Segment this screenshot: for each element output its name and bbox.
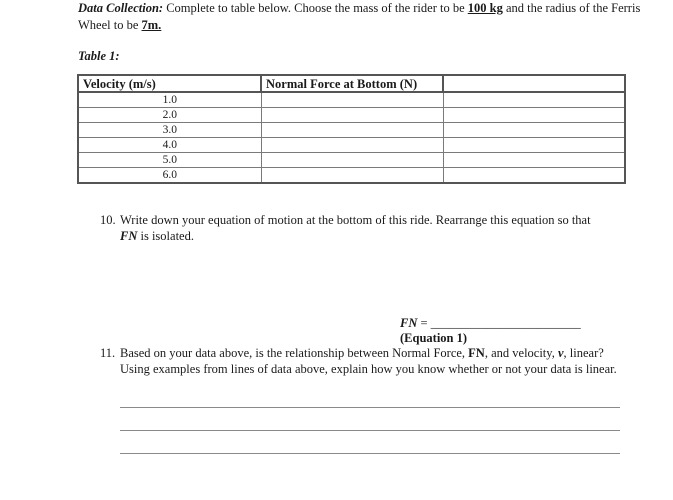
rider-mass: 100 kg	[467, 1, 503, 15]
table-caption: Table 1:	[78, 49, 120, 63]
velocity-cell: 3.0	[78, 123, 261, 138]
table-row	[78, 92, 625, 108]
normal-force-cell[interactable]	[261, 153, 443, 168]
velocity-cell: 5.0	[78, 153, 261, 168]
intro-text-1: Complete to table below. Choose the mass of the rider to be	[163, 1, 468, 15]
velocity-cell: 2.0	[78, 108, 261, 123]
question-11-text-1: Based on your data above, is the relationship between Normal Force,	[120, 346, 469, 360]
question-10	[100, 212, 620, 244]
question-10-var: FN	[120, 229, 138, 243]
equation-label: (Equation 1)	[400, 331, 468, 345]
table-row	[78, 168, 625, 184]
header-empty	[443, 75, 625, 92]
extra-cell[interactable]	[443, 168, 625, 184]
data-table	[77, 74, 626, 184]
answer-line[interactable]	[120, 407, 620, 408]
velocity-cell: 6.0	[78, 168, 261, 184]
table-row	[78, 123, 625, 138]
question-10-text-1: Write down your equation of motion at the bottom of this ride. Rearrange this equation so that	[120, 213, 591, 227]
normal-force-cell[interactable]	[261, 92, 443, 108]
intro-lead: Data Collection:	[78, 1, 164, 15]
extra-cell[interactable]	[443, 92, 625, 108]
normal-force-cell[interactable]	[261, 123, 443, 138]
table-row	[78, 153, 625, 168]
question-10-number: 10.	[100, 213, 116, 227]
equation-var: FN	[400, 316, 418, 330]
header-velocity: Velocity (m/s)	[78, 75, 261, 92]
velocity-cell: 4.0	[78, 138, 261, 153]
question-11-text-3: , linear? Using examples from lines of data above, explain how you know whether or not your data is linear.	[120, 346, 617, 376]
equation-eq-sign: =	[417, 316, 431, 330]
header-normal-force: Normal Force at Bottom (N)	[261, 75, 443, 92]
intro-paragraph	[78, 0, 658, 34]
equation-blank[interactable]: ________________________	[430, 316, 581, 330]
wheel-radius: 7m.	[141, 18, 162, 32]
normal-force-cell[interactable]	[261, 168, 443, 184]
question-11-number: 11.	[100, 346, 116, 360]
question-10-text-2: is isolated.	[137, 229, 194, 243]
extra-cell[interactable]	[443, 138, 625, 153]
question-11-var-v: v	[557, 346, 564, 360]
table-row	[78, 108, 625, 123]
extra-cell[interactable]	[443, 123, 625, 138]
velocity-cell: 1.0	[78, 92, 261, 108]
question-11-text-2: , and velocity,	[484, 346, 558, 360]
normal-force-cell[interactable]	[261, 138, 443, 153]
answer-line[interactable]	[120, 453, 620, 454]
table-header-row	[78, 75, 625, 92]
question-11-var-f: FN	[468, 346, 485, 360]
normal-force-cell[interactable]	[261, 108, 443, 123]
equation-1-line	[400, 316, 630, 346]
extra-cell[interactable]	[443, 153, 625, 168]
table-row	[78, 138, 625, 153]
answer-line[interactable]	[120, 430, 620, 431]
extra-cell[interactable]	[443, 108, 625, 123]
question-11	[100, 345, 620, 377]
intro-text-2: and the radius of the Ferris Wheel to be	[78, 1, 641, 32]
